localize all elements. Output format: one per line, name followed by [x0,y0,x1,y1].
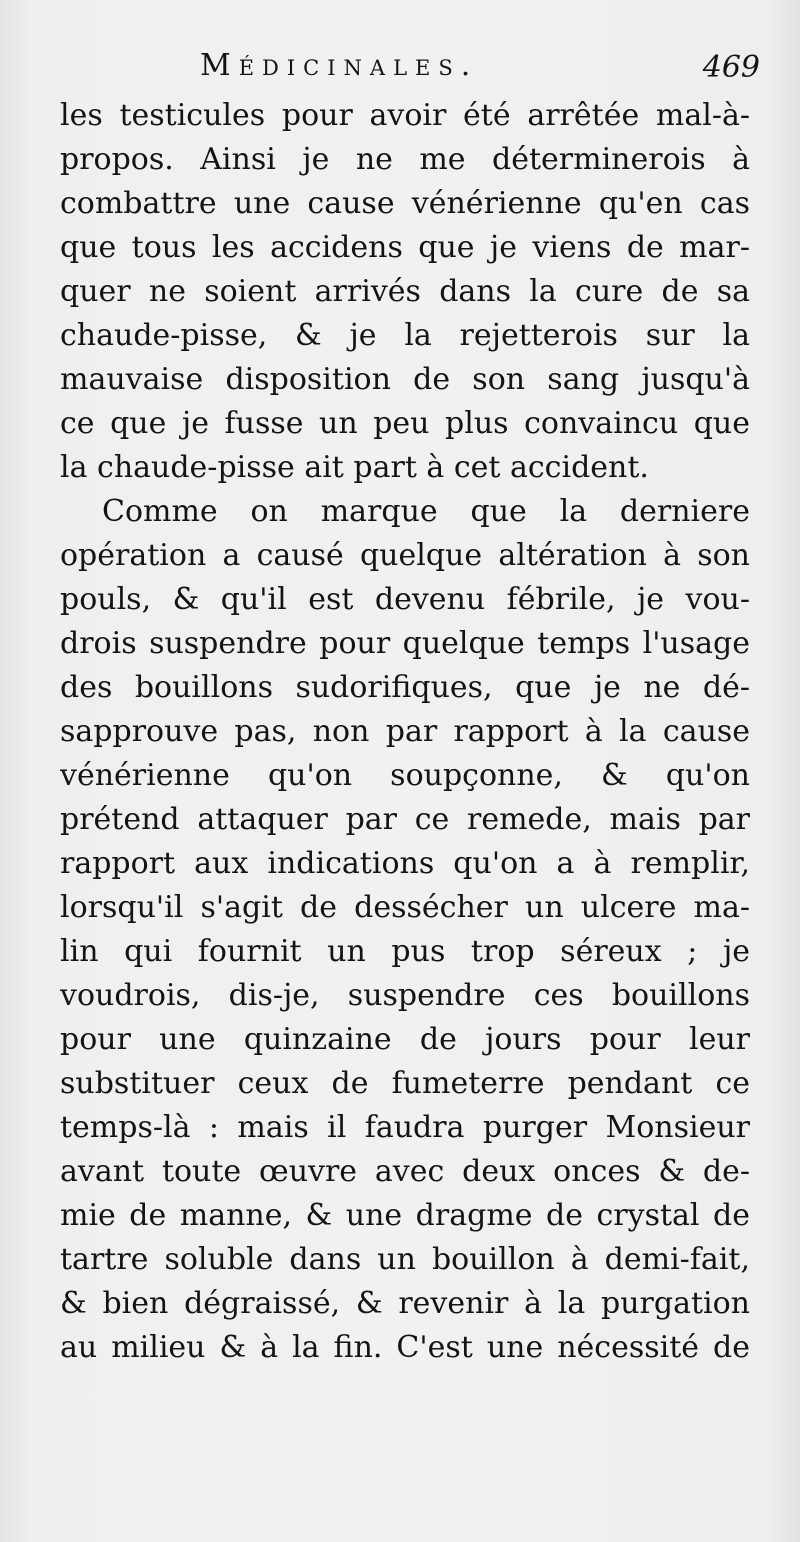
text-line: vénérienne qu'on soupçonne, & qu'on [60,758,750,793]
running-title: Médicinales. [200,48,479,83]
text-line: que tous les accidens que je viens de mar- [60,230,750,265]
text-line: pour une quinzaine de jours pour leur [60,1022,750,1057]
text-line: avant toute œuvre avec deux onces & de- [60,1154,750,1189]
text-line: ce que je fusse un peu plus convaincu que [60,406,750,441]
page-header [0,44,800,94]
text-line: mauvaise disposition de son sang jusqu'à [60,362,750,397]
page-number: 469 [702,50,760,85]
paragraph-end-line: la chaude-pisse ait part à cet accident. [60,450,649,485]
text-line: drois suspendre pour quelque temps l'usage [60,626,750,661]
text-line: lorsqu'il s'agit de dessécher un ulcere ma- [60,890,750,925]
paragraph-start-line: Comme on marque que la derniere [102,494,750,529]
text-line: propos. Ainsi je ne me déterminerois à [60,142,750,177]
text-line: combattre une cause vénérienne qu'en cas [60,186,750,221]
text-line: temps-là : mais il faudra purger Monsieur [60,1110,750,1145]
text-line: pouls, & qu'il est devenu fébrile, je vou- [60,582,750,617]
text-line: mie de manne, & une dragme de crystal de [60,1198,750,1233]
text-line: des bouillons sudorifiques, que je ne dé- [60,670,750,705]
text-line: quer ne soient arrivés dans la cure de sa [60,274,750,309]
text-line: lin qui fournit un pus trop séreux ; je [60,934,750,969]
text-line: au milieu & à la fin. C'est une nécessité de [60,1330,750,1365]
text-line: voudrois, dis-je, suspendre ces bouillons [60,978,750,1013]
text-line: opération a causé quelque altération à son [60,538,750,573]
text-line: sapprouve pas, non par rapport à la cause [60,714,750,749]
text-line: substituer ceux de fumeterre pendant ce [60,1066,750,1101]
text-line: les testicules pour avoir été arrêtée mal-à- [60,98,750,133]
text-line: & bien dégraissé, & revenir à la purgation [60,1286,750,1321]
text-line: prétend attaquer par ce remede, mais par [60,802,750,837]
text-line: tartre soluble dans un bouillon à demi-fait, [60,1242,750,1277]
body-text [60,94,750,1370]
text-line: rapport aux indications qu'on a à remplir, [60,846,750,881]
text-line: chaude-pisse, & je la rejetterois sur la [60,318,750,353]
